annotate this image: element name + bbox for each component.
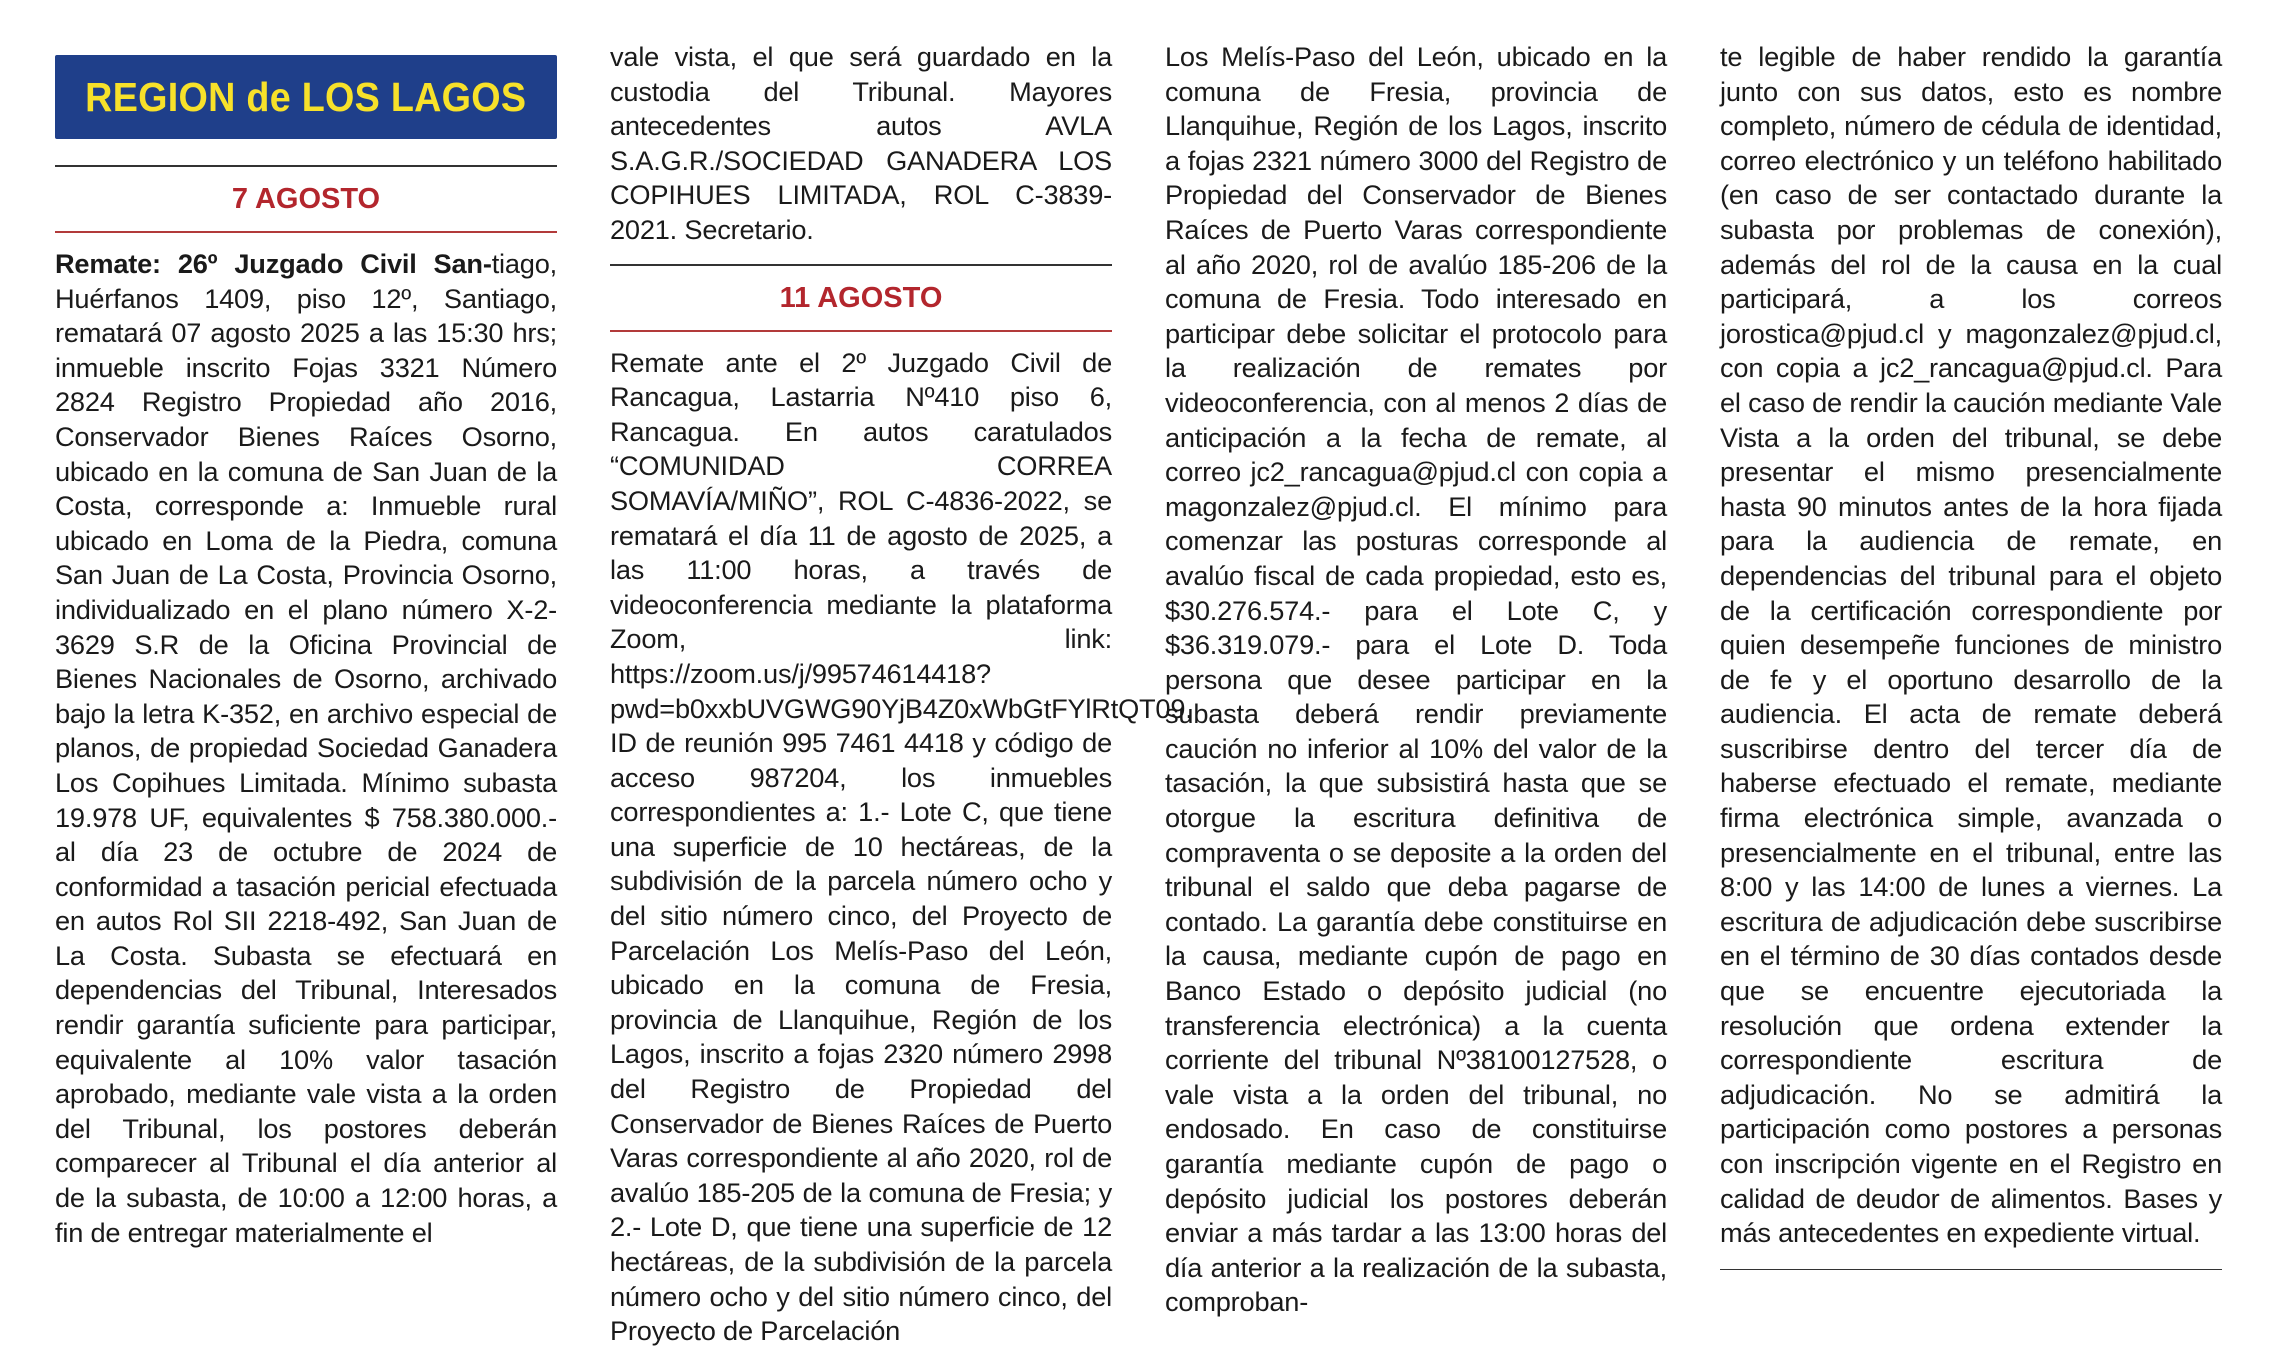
date-heading-11-agosto: 11 AGOSTO [779,281,943,314]
notice-remate-2-juzgado-rancagua-cont: Los Melís-Paso del León, ubicado en la comuna de Fresia, provincia de Llanquihue, Región de los Lagos, inscrito a fojas 2321 número 3000 del Registro de Propiedad del Conservador de Bienes Raíces de Puerto Varas correspondiente al año 2020, rol de avalúo 185-206 de la comuna de Fresia. Todo interesado en participar debe solicitar el protocolo para la realización de remates por videoconferencia, con al menos 2 días de anticipación a la fecha de remate, al correo jc2_rancagua@pjud.cl con copia a magonzalez@pjud.cl. El mínimo para comenzar las posturas corresponde al avalúo fiscal de cada propiedad, esto es, $30.276.574.- para el Lote C, y $36.319.079.- para el Lote D. Toda persona que desee participar en la subasta deberá rendir previamente caución no inferior al 10% del valor de la tasación, la que subsistirá hasta que se otorgue la escritura definitiva de compraventa o se deposite a la orden del tribunal el saldo que deba pagarse de contado. La garantía debe constituirse en la causa, mediante cupón de pago en Banco Estado o depósito judicial (no transferencia electrónica) a la cuenta corriente del tribunal Nº38100127528, o vale vista a la orden del tribunal, no endosado. En caso de constituirse garantía mediante cupón de pago o depósito judicial los postores deberán enviar a más tardar a las 13:00 horas del día anterior a la realización de la subasta, comproban- [1165,41,1667,1318]
region-banner [55,55,557,139]
notice-remate-26-juzgado [55,247,557,1250]
notice-continuation: vale vista, el que será guardado en la custodia del Tribunal. Mayores antecedentes autos AVLA S.A.G.R./SOCIEDAD GANADERA LOS COPIHUES LIMITADA, ROL C-3839-2021. Secretario. [610,41,1112,245]
notice-lead: Remate: 26º Juzgado Civil San- [55,248,492,279]
end-divider [1720,1269,2222,1270]
date-heading-7-agosto: 7 AGOSTO [231,183,381,215]
column-1 [55,55,557,1250]
column-3 [1165,40,1667,1320]
region-title: REGION de LOS LAGOS [85,73,527,120]
notice-body: tiago, Huérfanos 1409, piso 12º, Santiago, rematará 07 agosto 2025 a las 15:30 hrs; inmueble inscrito Fojas 3321 Número 2824 Registro Propiedad año 2016, Conservador Bienes Raíces Osorno, ubicado en la comuna de San Juan de la Costa, corresponde a: Inmueble rural ubicado en Loma de la Piedra, comuna San Juan de La Costa, Provincia Osorno, individualizado en el plano número X-2-3629 S.R de la Oficina Provincial de Bienes Nacionales de Osorno, archivado bajo la letra K-352, en archivo especial de planos, de propiedad Sociedad Ganadera Los Copihues Limitada. Mínimo subasta 19.978 UF, equivalentes $ 758.380.000.- al día 23 de octubre de 2024 de conformidad a tasación pericial efectuada en autos Rol SII 2218-492, San Juan de La Costa. Subasta se efectuará en dependencias del Tribunal, Interesados rendir garantía suficiente para participar, equivalente al 10% valor tasación aprobado, mediante vale vista a la orden del Tribunal, los postores deberán comparecer al Tribunal el día anterior al de la subasta, de 10:00 a 12:00 horas, a fin de entregar materialmente el [55,248,557,1248]
notice-remate-2-juzgado-rancagua-end: te legible de haber rendido la garantía junto con sus datos, esto es nombre completo, número de cédula de identidad, correo electrónico y un teléfono habilitado (en caso de ser contactado durante la subasta por problemas de conexión), además del rol de la causa en la cual participará, a los correos jorostica@pjud.cl y magonzalez@pjud.cl, con copia a jc2_rancagua@pjud.cl. Para el caso de rendir la caución mediante Vale Vista a la orden del tribunal, se debe presentar el mismo presencialmente hasta 90 minutos antes de la hora fijada para la audiencia de remate, en dependencias del tribunal para el objeto de la certificación correspondiente por quien desempeñe funciones de ministro de fe y el oportuno desarrollo de la audiencia. El acta de remate deberá suscribirse dentro del tercer día de haberse efectuado el remate, mediante firma electrónica simple, avanzada o presencialmente en el tribunal, entre las 8:00 y las 14:00 de lunes a viernes. La escritura de adjudicación debe suscribirse en el término de 30 días contados desde que se encuentre ejecutoriada la resolución que ordena extender la correspondiente escritura de adjudicación. No se admitirá la participación como postores a personas con inscripción vigente en el Registro en calidad de deudor de alimentos. Bases y más antecedentes en expediente virtual. [1720,41,2222,1249]
column-4 [1720,40,2222,1270]
column-2 [610,40,1193,1349]
notice-remate-2-juzgado-rancagua: Remate ante el 2º Juzgado Civil de Rancagua, Lastarria Nº410 piso 6, Rancagua. En autos caratulados “COMUNIDAD CORREA SOMAVÍA/MIÑO”, ROL C-4836-2022, se rematará el día 11 de agosto de 2025, a las 11:00 horas, a través de videoconferencia mediante la plataforma Zoom, link: https://zoom.us/j/99574614418?pwd=b0xxbUVGWG90YjB4Z0xWbGtFYlRtQT09, ID de reunión 995 7461 4418 y código de acceso 987204, los inmuebles correspondientes a: 1.- Lote C, que tiene una superficie de 10 hectáreas, de la subdivisión de la parcela número ocho y del sitio número cinco, del Proyecto de Parcelación Los Melís-Paso del León, ubicado en la comuna de Fresia, provincia de Llanquihue, Región de los Lagos, inscrito a fojas 2320 número 2998 del Registro de Propiedad del Conservador de Bienes Raíces de Puerto Varas correspondiente al año 2020, rol de avalúo 185-205 de la comuna de Fresia; y 2.- Lote D, que tiene una superficie de 12 hectáreas, de la subdivisión de la parcela número ocho y del sitio número cinco, del Proyecto de Parcelación [610,346,1193,1347]
